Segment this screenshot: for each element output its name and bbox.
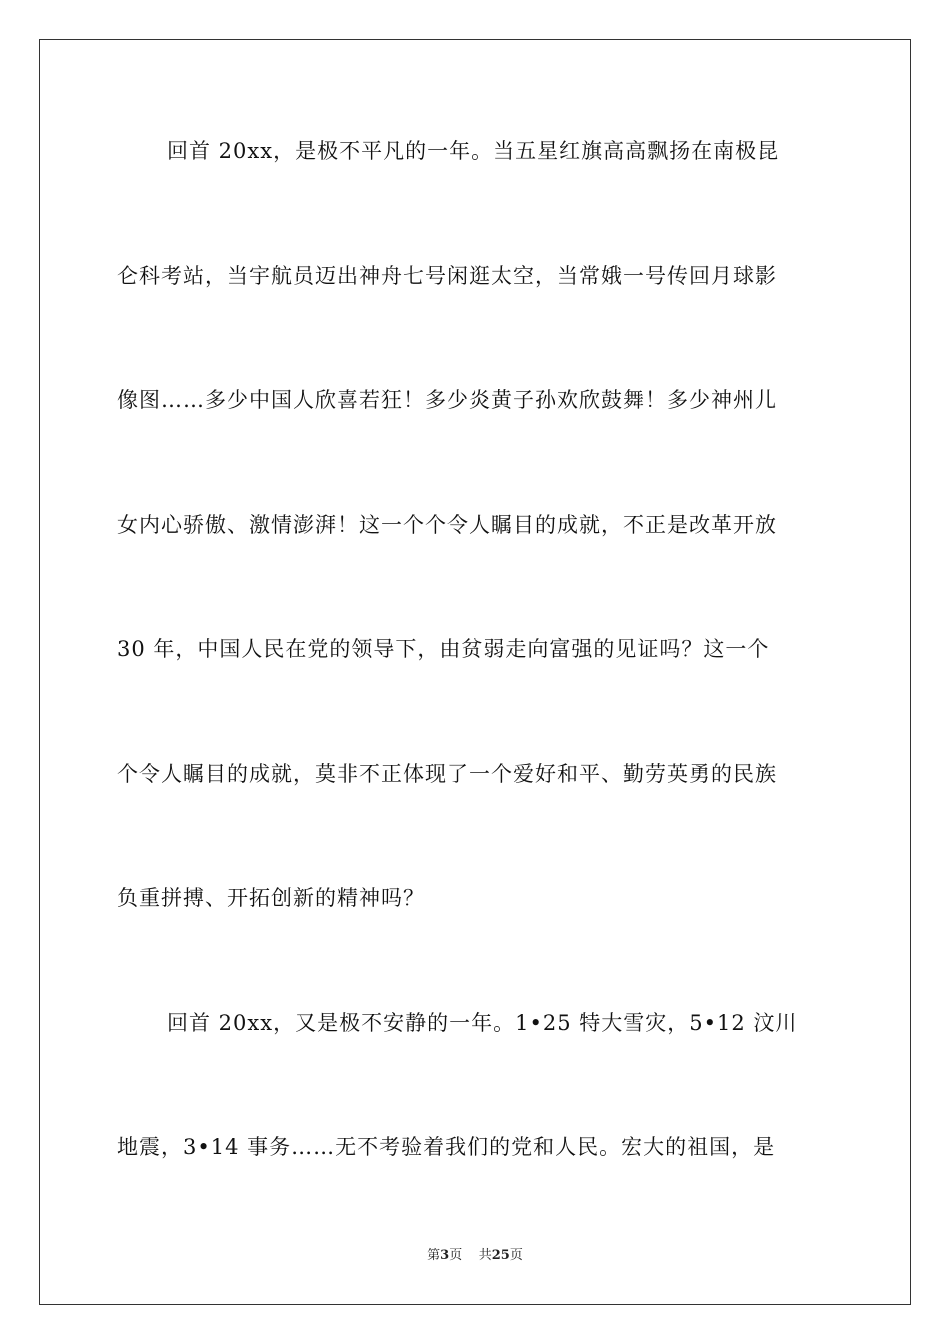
paragraph-1-line-4: 女内心骄傲、激情澎湃！这一个个令人瞩目的成就，不正是改革开放 [117,513,777,537]
paragraph-1-line-3: 像图……多少中国人欣喜若狂！多少炎黄子孙欢欣鼓舞！多少神州儿 [117,388,777,412]
paragraph-2-line-2: 地震，3•14 事务……无不考验着我们的党和人民。宏大的祖国，是 [117,1135,776,1159]
paragraph-1-line-5: 30 年，中国人民在党的领导下，由贫弱走向富强的见证吗？这一个 [117,637,770,661]
paragraph-1-line-2: 仑科考站，当宇航员迈出神舟七号闲逛太空，当常娥一号传回月球影 [117,264,777,288]
footer-page-prefix: 第 [427,1248,441,1263]
footer-total-prefix: 共 [478,1248,492,1263]
footer-total-pages: 25 [491,1248,510,1263]
paragraph-1-line-1: 回首 20xx，是极不平凡的一年。当五星红旗高高飘扬在南极昆 [167,139,780,163]
paragraph-1-line-6: 个令人瞩目的成就，莫非不正体现了一个爱好和平、勤劳英勇的民族 [117,762,777,786]
paragraph-1-line-7: 负重拼搏、开拓创新的精神吗？ [117,886,425,910]
page-footer [0,1247,950,1265]
page-border [39,39,911,1305]
footer-page-number: 3 [440,1248,450,1263]
footer-total-suffix: 页 [509,1248,523,1263]
paragraph-2-line-1: 回首 20xx，又是极不安静的一年。1•25 特大雪灾，5•12 汶川 [167,1011,798,1035]
footer-page-suffix: 页 [449,1248,463,1263]
